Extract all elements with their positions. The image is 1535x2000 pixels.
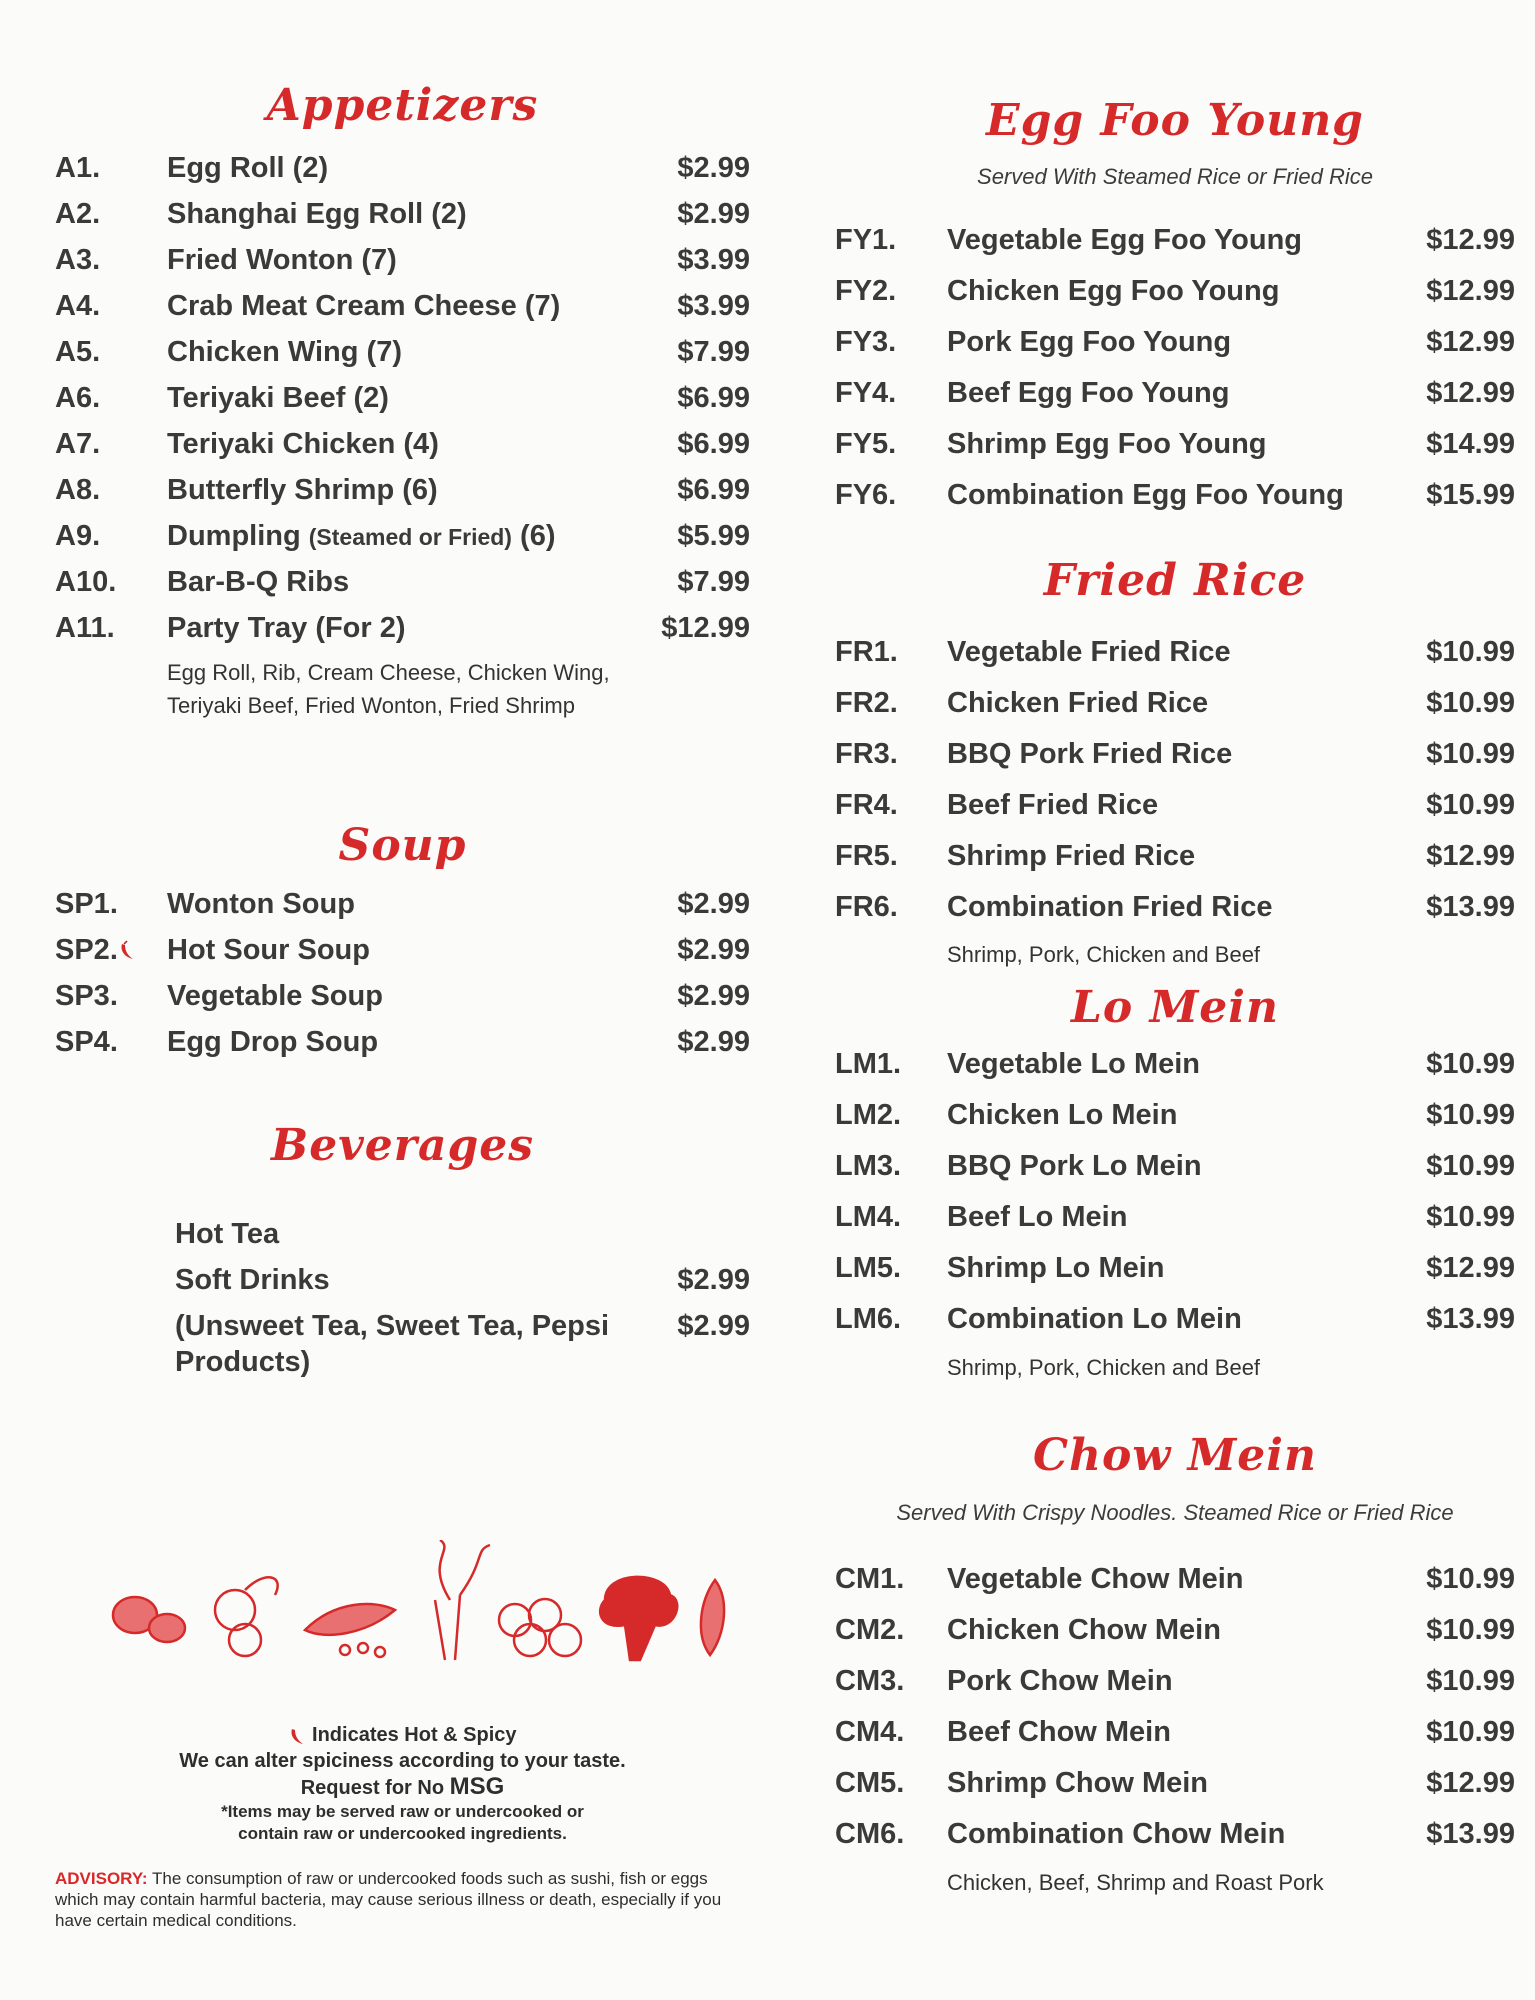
spicy-legend-text: Indicates Hot & Spicy xyxy=(312,1724,517,1746)
item-code: LM4. xyxy=(835,1201,902,1233)
item-price: $2.99 xyxy=(677,934,750,966)
lo-mein-combo-note: Shrimp, Pork, Chicken and Beef xyxy=(947,1355,1261,1380)
item-name-detail: (Steamed or Fried) xyxy=(308,524,512,550)
item-name: Teriyaki Chicken (4) xyxy=(167,428,439,460)
msg-label: MSG xyxy=(449,1773,505,1800)
item-name: Chicken Wing (7) xyxy=(167,336,402,368)
item-code: SP1. xyxy=(55,888,118,920)
item-name: BBQ Pork Fried Rice xyxy=(947,738,1233,770)
beverages-heading: Beverages xyxy=(271,1120,534,1171)
spiciness-note: We can alter spiciness according to your taste. xyxy=(179,1750,626,1772)
item-price: $2.99 xyxy=(677,198,750,230)
menu-item-lm3 xyxy=(835,1150,1515,1190)
item-code: FY3. xyxy=(835,326,897,358)
menu-item-cm2 xyxy=(835,1614,1515,1654)
egg-foo-young-subtitle: Served With Steamed Rice or Fried Rice xyxy=(977,164,1373,189)
item-name: Pork Chow Mein xyxy=(947,1665,1173,1697)
menu-item-cm6 xyxy=(835,1818,1515,1858)
item-price: $2.99 xyxy=(677,1026,750,1058)
item-name: Beef Fried Rice xyxy=(947,789,1159,821)
menu-item-sp4 xyxy=(55,1026,750,1066)
item-name: Beef Egg Foo Young xyxy=(947,377,1230,409)
item-code: FR2. xyxy=(835,687,898,719)
item-code: CM1. xyxy=(835,1563,905,1595)
chili-pepper-icon xyxy=(118,940,136,962)
item-code-text: SP2. xyxy=(55,934,118,966)
party-tray-note-line: Teriyaki Beef, Fried Wonton, Fried Shrimp xyxy=(167,693,575,718)
item-name: Party Tray (For 2) xyxy=(167,612,406,644)
item-code: SP3. xyxy=(55,980,118,1012)
item-price: $2.99 xyxy=(677,888,750,920)
item-code: LM6. xyxy=(835,1303,902,1335)
item-code: A10. xyxy=(55,566,117,598)
item-price: $7.99 xyxy=(677,566,750,598)
item-name: Teriyaki Beef (2) xyxy=(167,382,389,414)
item-name: Egg Roll (2) xyxy=(167,152,329,184)
chow-mein-subtitle: Served With Crispy Noodles. Steamed Rice or Fried Rice xyxy=(896,1500,1454,1525)
menu-item-lm2 xyxy=(835,1099,1515,1139)
item-code: A2. xyxy=(55,198,101,230)
item-price: $10.99 xyxy=(1426,1563,1515,1595)
chow-mein-combo-note: Chicken, Beef, Shrimp and Roast Pork xyxy=(947,1870,1324,1895)
menu-item-a8 xyxy=(55,474,750,514)
item-price: $13.99 xyxy=(1426,891,1515,923)
menu-item-fr1 xyxy=(835,636,1515,676)
item-code: FR1. xyxy=(835,636,898,668)
item-name: Combination Lo Mein xyxy=(947,1303,1242,1335)
lo-mein-heading: Lo Mein xyxy=(1070,982,1279,1033)
party-tray-note-line: Egg Roll, Rib, Cream Cheese, Chicken Wing, xyxy=(167,660,610,685)
item-code: A11. xyxy=(55,612,115,644)
menu-item-fy2 xyxy=(835,275,1515,315)
item-code: LM5. xyxy=(835,1252,902,1284)
item-name: Egg Drop Soup xyxy=(167,1026,379,1058)
item-name: Shrimp Fried Rice xyxy=(947,840,1196,872)
item-code: FY1. xyxy=(835,224,897,256)
vegetables-illustration xyxy=(95,1540,745,1670)
item-code: CM6. xyxy=(835,1818,905,1850)
item-name: Shanghai Egg Roll (2) xyxy=(167,198,467,230)
menu-item-a9 xyxy=(55,520,750,560)
menu-item-a6 xyxy=(55,382,750,422)
item-code: CM5. xyxy=(835,1767,905,1799)
item-name: Chicken Egg Foo Young xyxy=(947,275,1280,307)
item-code: FR3. xyxy=(835,738,898,770)
raw-warning-line: *Items may be served raw or undercooked or xyxy=(221,1802,584,1821)
item-name: Beef Lo Mein xyxy=(947,1201,1128,1233)
item-code: FY6. xyxy=(835,479,897,511)
item-price: $2.99 xyxy=(677,152,750,184)
item-name: Fried Wonton (7) xyxy=(167,244,397,276)
menu-item-a1 xyxy=(55,152,750,192)
menu-item-fr4 xyxy=(835,789,1515,829)
item-code: A6. xyxy=(55,382,101,414)
item-code: LM3. xyxy=(835,1150,902,1182)
item-price: $6.99 xyxy=(677,382,750,414)
item-name: Vegetable Egg Foo Young xyxy=(947,224,1303,256)
item-price: $10.99 xyxy=(1426,1048,1515,1080)
msg-request: Request for No xyxy=(300,1777,445,1799)
item-price: $12.99 xyxy=(661,612,750,644)
item-price: $12.99 xyxy=(1426,275,1515,307)
menu-item-sp2 xyxy=(55,934,750,974)
item-code: A7. xyxy=(55,428,101,460)
tea-options-line: (Unsweet Tea, Sweet Tea, Pepsi xyxy=(175,1310,610,1342)
soup-heading: Soup xyxy=(338,820,467,871)
spicy-legend xyxy=(55,1722,750,1748)
item-name: Vegetable Chow Mein xyxy=(947,1563,1244,1595)
menu-item-lm6 xyxy=(835,1303,1515,1343)
menu-item-lm5 xyxy=(835,1252,1515,1292)
item-price: $12.99 xyxy=(1426,1767,1515,1799)
menu-item-fr6 xyxy=(835,891,1515,931)
item-name: Pork Egg Foo Young xyxy=(947,326,1232,358)
item-price: $7.99 xyxy=(677,336,750,368)
tea-options-price: $2.99 xyxy=(677,1310,750,1342)
item-name: Butterfly Shrimp (6) xyxy=(167,474,438,506)
item-name: Beef Chow Mein xyxy=(947,1716,1171,1748)
advisory-label: ADVISORY: xyxy=(55,1869,148,1888)
item-price: $10.99 xyxy=(1426,1716,1515,1748)
item-price: $10.99 xyxy=(1426,738,1515,770)
menu-item-fr5 xyxy=(835,840,1515,880)
item-code: A1. xyxy=(55,152,101,184)
item-code: FY4. xyxy=(835,377,897,409)
item-name: Vegetable Soup xyxy=(167,980,383,1012)
item-name: Bar-B-Q Ribs xyxy=(167,566,350,598)
menu-item-fr3 xyxy=(835,738,1515,778)
item-price: $12.99 xyxy=(1426,326,1515,358)
item-code: A9. xyxy=(55,520,101,552)
item-code: CM4. xyxy=(835,1716,905,1748)
item-code: LM2. xyxy=(835,1099,902,1131)
item-code: A5. xyxy=(55,336,101,368)
item-price: $14.99 xyxy=(1426,428,1515,460)
chili-pepper-icon xyxy=(288,1725,306,1747)
item-code: FR5. xyxy=(835,840,898,872)
item-price: $10.99 xyxy=(1426,636,1515,668)
menu-item-lm1 xyxy=(835,1048,1515,1088)
item-price: $5.99 xyxy=(677,520,750,552)
item-price: $10.99 xyxy=(1426,687,1515,719)
egg-foo-young-heading: Egg Foo Young xyxy=(986,95,1364,146)
advisory-text: The consumption of raw or undercooked foods such as sushi, fish or eggs which may contain harmful bacteria, may cause serious illness or death, especially if you have certain medical conditions. xyxy=(55,1869,722,1930)
item-code: FY2. xyxy=(835,275,897,307)
menu-item-a5 xyxy=(55,336,750,376)
item-price: $15.99 xyxy=(1426,479,1515,511)
item-name-count: (6) xyxy=(520,520,556,552)
menu-item-sp1 xyxy=(55,888,750,928)
hot-tea-label: Hot Tea xyxy=(175,1218,280,1250)
item-code: A3. xyxy=(55,244,101,276)
menu-item-cm1 xyxy=(835,1563,1515,1603)
menu-item-sp3 xyxy=(55,980,750,1020)
item-price: $12.99 xyxy=(1426,1252,1515,1284)
item-name: Shrimp Lo Mein xyxy=(947,1252,1165,1284)
item-name: Chicken Lo Mein xyxy=(947,1099,1178,1131)
item-code: LM1. xyxy=(835,1048,902,1080)
menu-item-cm4 xyxy=(835,1716,1515,1756)
menu-item-cm5 xyxy=(835,1767,1515,1807)
msg-note xyxy=(55,1774,750,1801)
menu-item-a10 xyxy=(55,566,750,606)
chow-mein-heading: Chow Mein xyxy=(1033,1430,1317,1481)
item-code: A8. xyxy=(55,474,101,506)
item-price: $10.99 xyxy=(1426,789,1515,821)
item-code: CM3. xyxy=(835,1665,905,1697)
item-code: A4. xyxy=(55,290,101,322)
item-name: Wonton Soup xyxy=(167,888,355,920)
item-name: Combination Egg Foo Young xyxy=(947,479,1344,511)
item-name: Combination Fried Rice xyxy=(947,891,1273,923)
soft-drinks-label: Soft Drinks xyxy=(175,1264,330,1296)
item-code: FR6. xyxy=(835,891,898,923)
item-code: FY5. xyxy=(835,428,897,460)
party-tray-note xyxy=(167,656,610,722)
item-price: $6.99 xyxy=(677,428,750,460)
item-code xyxy=(55,934,136,967)
item-price: $3.99 xyxy=(677,244,750,276)
item-name: Crab Meat Cream Cheese (7) xyxy=(167,290,561,322)
raw-warning-line: contain raw or undercooked ingredients. xyxy=(238,1824,567,1843)
item-name: Combination Chow Mein xyxy=(947,1818,1286,1850)
fried-rice-combo-note: Shrimp, Pork, Chicken and Beef xyxy=(947,942,1261,967)
item-price: $12.99 xyxy=(1426,224,1515,256)
menu-item-fy1 xyxy=(835,224,1515,264)
item-price: $2.99 xyxy=(677,980,750,1012)
item-price: $13.99 xyxy=(1426,1818,1515,1850)
tea-options-line: Products) xyxy=(175,1346,311,1378)
item-name: Chicken Fried Rice xyxy=(947,687,1209,719)
appetizers-heading: Appetizers xyxy=(266,80,539,131)
item-name: Chicken Chow Mein xyxy=(947,1614,1221,1646)
item-price: $10.99 xyxy=(1426,1614,1515,1646)
item-price: $3.99 xyxy=(677,290,750,322)
soft-drinks-price: $2.99 xyxy=(677,1264,750,1296)
item-price: $6.99 xyxy=(677,474,750,506)
item-name xyxy=(167,520,556,553)
fried-rice-heading: Fried Rice xyxy=(1043,555,1307,606)
item-name: Shrimp Chow Mein xyxy=(947,1767,1208,1799)
item-code: CM2. xyxy=(835,1614,905,1646)
item-code: SP4. xyxy=(55,1026,118,1058)
item-name-main: Dumpling xyxy=(167,520,301,552)
advisory-notice xyxy=(55,1868,745,1931)
item-name: Hot Sour Soup xyxy=(167,934,370,966)
menu-item-a11 xyxy=(55,612,750,652)
menu-item-fy4 xyxy=(835,377,1515,417)
item-name: Shrimp Egg Foo Young xyxy=(947,428,1267,460)
menu-item-a3 xyxy=(55,244,750,284)
item-code: FR4. xyxy=(835,789,898,821)
item-name: Vegetable Lo Mein xyxy=(947,1048,1200,1080)
menu-item-a4 xyxy=(55,290,750,330)
item-price: $10.99 xyxy=(1426,1201,1515,1233)
item-price: $10.99 xyxy=(1426,1099,1515,1131)
item-price: $10.99 xyxy=(1426,1665,1515,1697)
menu-item-a2 xyxy=(55,198,750,238)
menu-item-lm4 xyxy=(835,1201,1515,1241)
menu-item-a7 xyxy=(55,428,750,468)
item-price: $10.99 xyxy=(1426,1150,1515,1182)
menu-item-fr2 xyxy=(835,687,1515,727)
item-price: $12.99 xyxy=(1426,377,1515,409)
item-name: BBQ Pork Lo Mein xyxy=(947,1150,1202,1182)
menu-item-cm3 xyxy=(835,1665,1515,1705)
item-name: Vegetable Fried Rice xyxy=(947,636,1231,668)
menu-item-fy5 xyxy=(835,428,1515,468)
menu-item-fy3 xyxy=(835,326,1515,366)
footnote xyxy=(55,1722,750,1845)
menu-item-fy6 xyxy=(835,479,1515,519)
item-price: $12.99 xyxy=(1426,840,1515,872)
item-price: $13.99 xyxy=(1426,1303,1515,1335)
